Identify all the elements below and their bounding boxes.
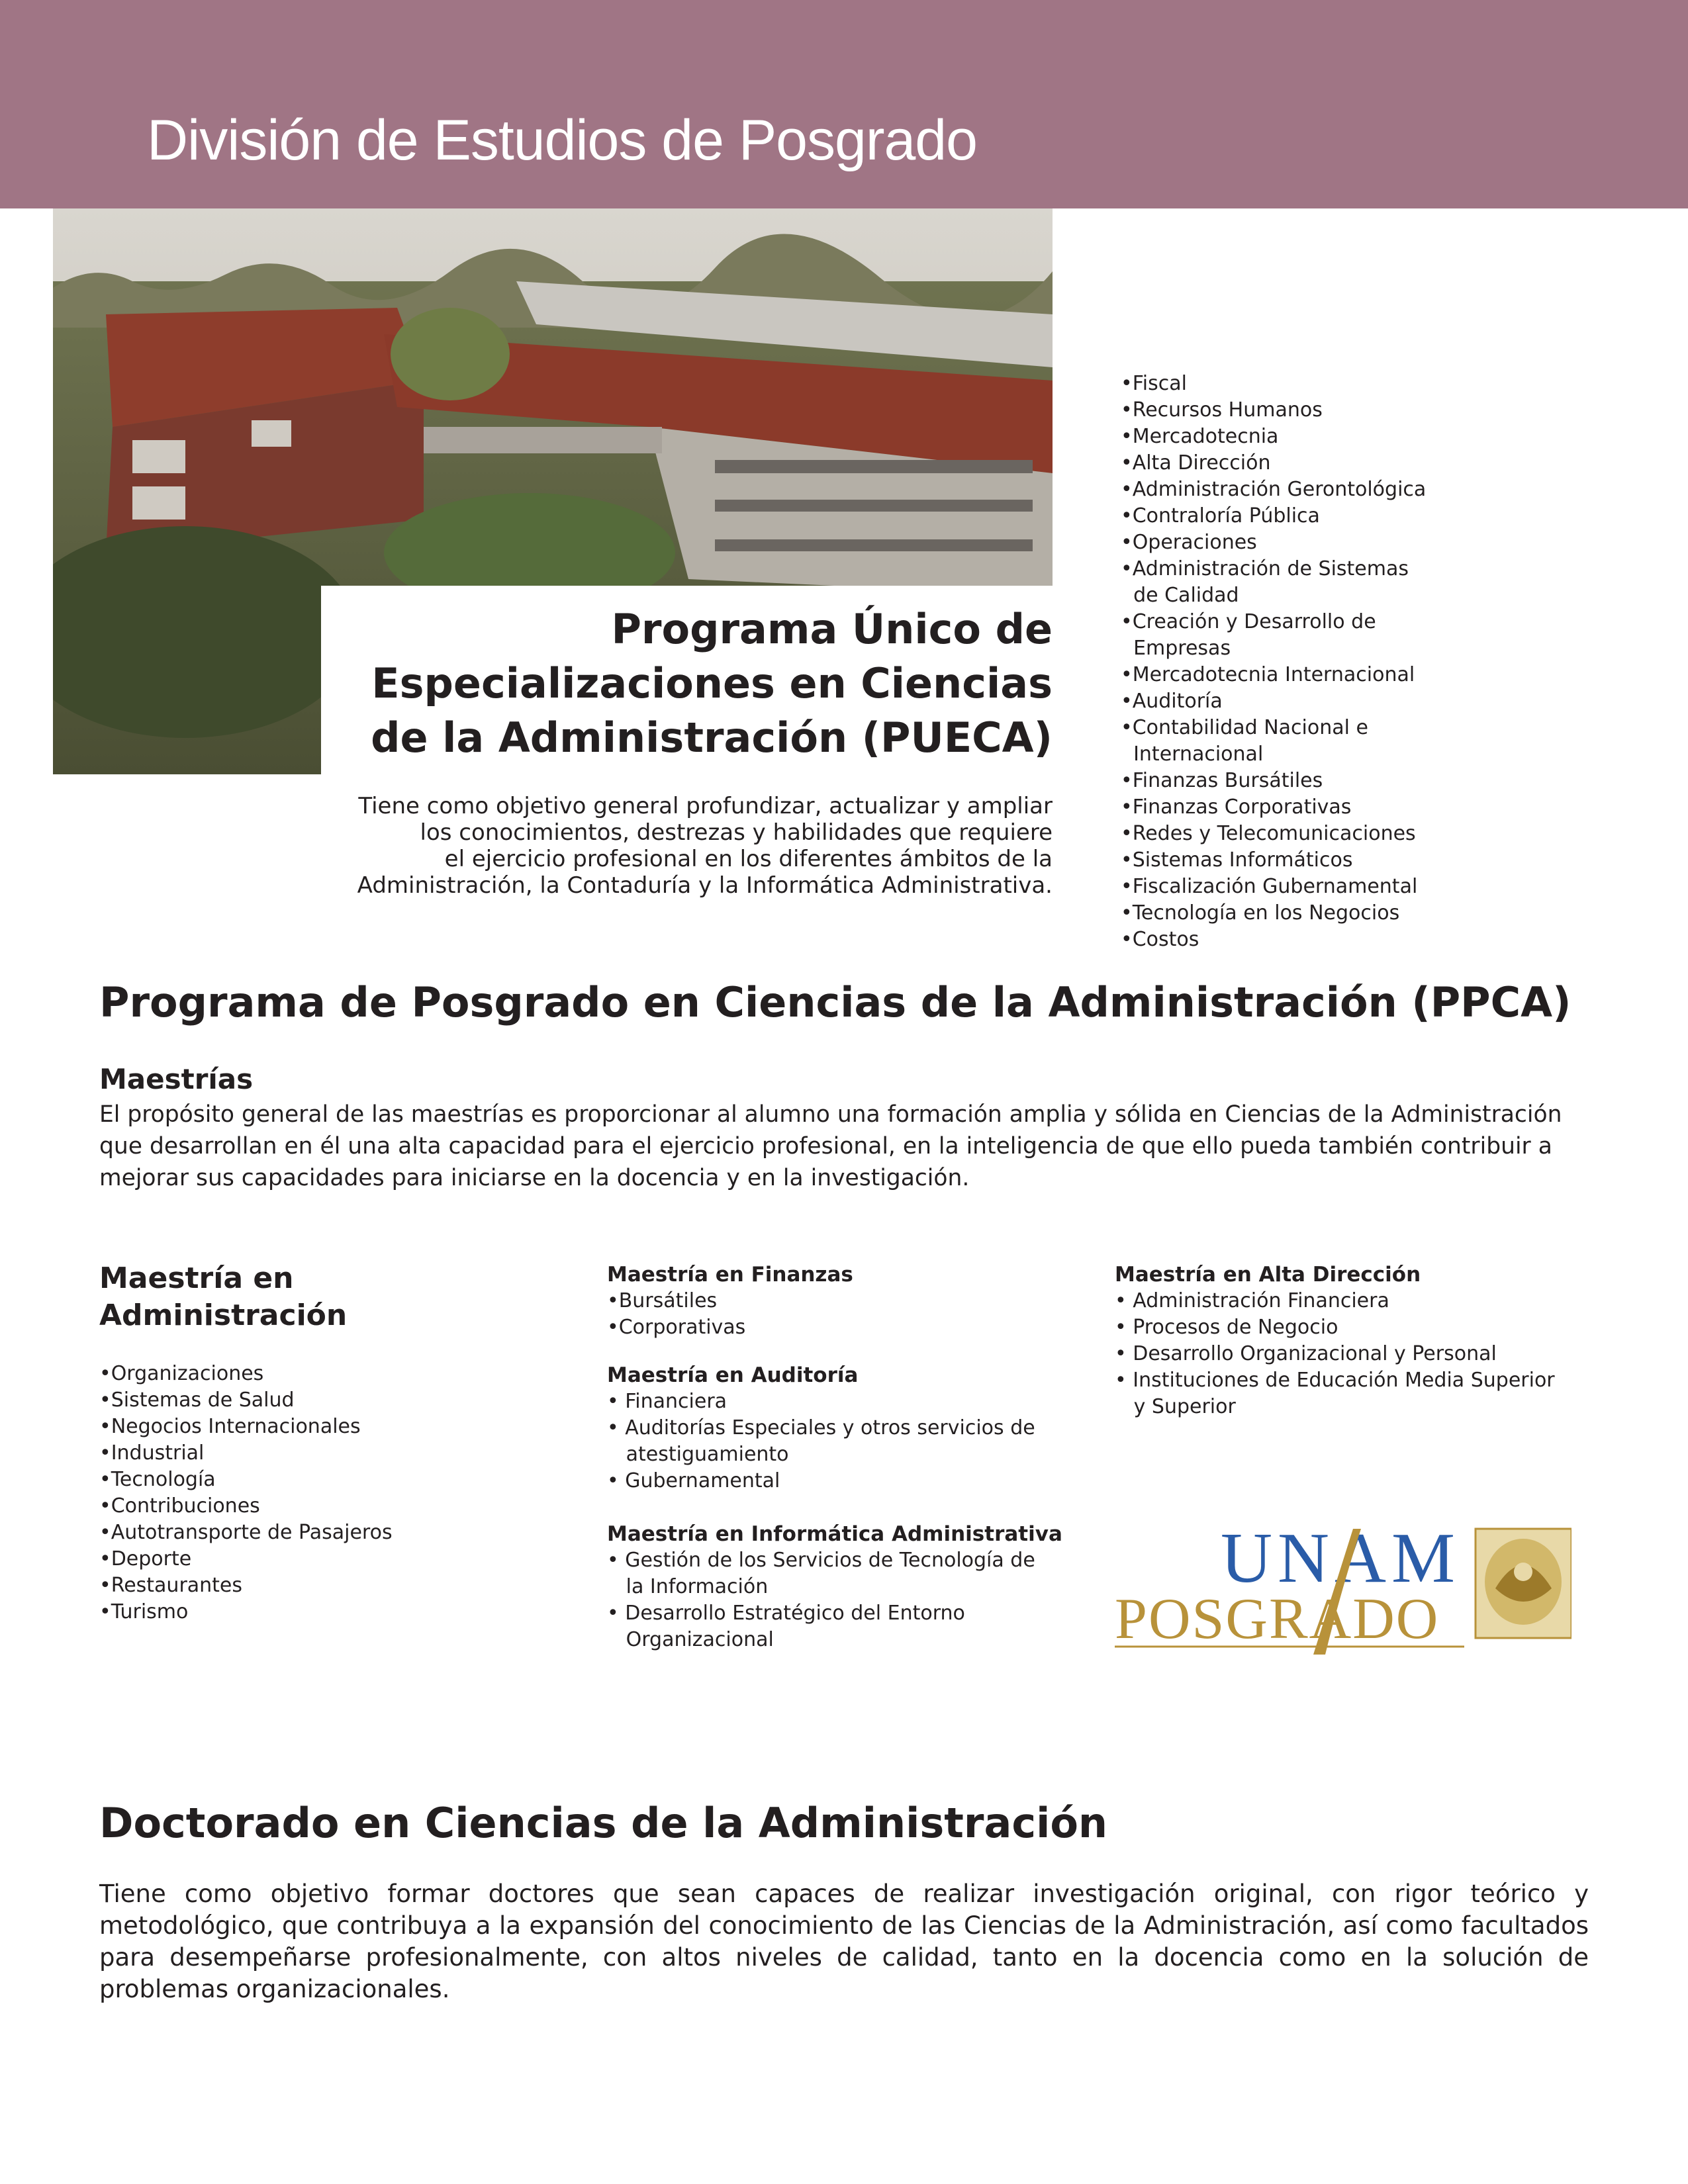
list-item: •Sistemas de Salud <box>99 1388 295 1412</box>
alta-direccion-column <box>1115 1261 1605 1420</box>
auditoria-heading: Maestría en Auditoría <box>607 1363 859 1387</box>
list-item: •Finanzas Bursátiles <box>1121 769 1323 792</box>
unam-seal-icon <box>1476 1529 1571 1638</box>
list-item: y Superior <box>1115 1395 1236 1418</box>
list-item: •Sistemas Informáticos <box>1121 848 1353 872</box>
list-item: Organizacional <box>607 1628 774 1651</box>
maestrias-heading: Maestrías <box>99 1063 254 1095</box>
pueca-description-line: Administración, la Contaduría y la Informática Administrativa. <box>357 872 1053 899</box>
page-title: División de Estudios de Posgrado <box>147 109 977 172</box>
list-item: •Auditoría <box>1121 690 1223 713</box>
list-item: •Creación y Desarrollo de <box>1121 610 1376 633</box>
specializations-list <box>1121 371 1465 953</box>
list-item: •Finanzas Corporativas <box>1121 796 1352 819</box>
list-item: la Información <box>607 1575 769 1598</box>
list-item: de Calidad <box>1121 584 1239 607</box>
list-item: Empresas <box>1121 637 1231 660</box>
alta-direccion-heading: Maestría en Alta Dirección <box>1115 1263 1421 1287</box>
list-item: •Fiscalización Gubernamental <box>1121 875 1418 898</box>
middle-column <box>607 1261 1070 1653</box>
pueca-title <box>344 602 1053 765</box>
alta-direccion-list <box>1115 1288 1605 1420</box>
pueca-description <box>291 793 1053 899</box>
pueca-description-line: los conocimientos, destrezas y habilidades que requiere <box>420 819 1053 846</box>
pueca-title-line: Programa Único de <box>611 605 1053 653</box>
list-item: •Tecnología <box>99 1468 216 1491</box>
unam-posgrado-logo <box>1115 1516 1571 1658</box>
list-item: •Restaurantes <box>99 1574 243 1597</box>
header-band <box>0 0 1688 208</box>
informatica-heading: Maestría en Informática Administrativa <box>607 1522 1062 1546</box>
informatica-list <box>607 1547 1070 1653</box>
maestrias-paragraph: El propósito general de las maestrías es proporcionar al alumno una formación amplia y sólida en Ciencias de la Administración que desarrollan en él una alta capacidad para el ejercicio profesional, en la inteligencia de que ello pueda también contribuir a mejorar sus capacidades para iniciarse en la docencia y en la investigación. <box>99 1101 1562 1191</box>
list-item: •Organizaciones <box>99 1362 264 1385</box>
finanzas-list <box>607 1288 1070 1341</box>
pueca-title-line: de la Administración (PUECA) <box>371 713 1053 762</box>
list-item: •Mercadotecnia <box>1121 425 1279 448</box>
doctorado-title: Doctorado en Ciencias de la Administración <box>99 1799 1108 1847</box>
list-item: •Negocios Internacionales <box>99 1415 361 1438</box>
list-item: • Instituciones de Educación Media Superior <box>1115 1369 1555 1392</box>
list-item: •Recursos Humanos <box>1121 398 1323 422</box>
ppca-title: Programa de Posgrado en Ciencias de la Administración (PPCA) <box>99 978 1571 1026</box>
list-item: •Fiscal <box>1121 372 1187 395</box>
list-item: Internacional <box>1121 743 1264 766</box>
list-item: •Deporte <box>99 1547 192 1570</box>
list-item: •Administración Gerontológica <box>1121 478 1427 501</box>
finanzas-heading: Maestría en Finanzas <box>607 1263 853 1287</box>
list-item: •Turismo <box>99 1600 189 1623</box>
admin-heading: Maestría en Administración <box>99 1261 348 1332</box>
list-item: •Operaciones <box>1121 531 1257 554</box>
list-item: • Administración Financiera <box>1115 1289 1389 1312</box>
auditoria-list <box>607 1388 1070 1494</box>
list-item: •Tecnología en los Negocios <box>1121 901 1400 925</box>
list-item: •Autotransporte de Pasajeros <box>99 1521 393 1544</box>
list-item: • Procesos de Negocio <box>1115 1316 1338 1339</box>
pueca-description-line: Tiene como objetivo general profundizar, actualizar y ampliar <box>358 793 1053 819</box>
list-item: • Auditorías Especiales y otros servicios de <box>607 1416 1035 1439</box>
list-item: •Mercadotecnia Internacional <box>1121 663 1415 686</box>
list-item: •Industrial <box>99 1441 205 1465</box>
list-item: atestiguamiento <box>607 1443 789 1466</box>
list-item: •Alta Dirección <box>1121 451 1271 475</box>
list-item: •Contabilidad Nacional e <box>1121 716 1368 739</box>
list-item: • Gubernamental <box>607 1469 780 1492</box>
pueca-title-line: Especializaciones en Ciencias <box>371 659 1053 707</box>
pueca-description-line: el ejercicio profesional en los diferentes ámbitos de la <box>444 846 1053 872</box>
admin-column <box>99 1260 510 1625</box>
doctorado-description: Tiene como objetivo formar doctores que sean capaces de realizar investigación original, con rigor teórico y metodológico, que contribuya a la expansión del conocimiento de las Ciencias de la Administración, así como facultados para desempeñarse profesionalmente, con altos niveles de calidad, tanto en la docencia como en la solución de problemas organizacionales. <box>99 1880 1589 2003</box>
list-item: •Costos <box>1121 928 1199 951</box>
list-item: •Contraloría Pública <box>1121 504 1320 527</box>
admin-list <box>99 1361 510 1625</box>
logo-posgrado-text: POSGRADO <box>1115 1587 1440 1651</box>
list-item: •Contribuciones <box>99 1494 260 1518</box>
list-item: • Desarrollo Estratégico del Entorno <box>607 1602 965 1625</box>
list-item: •Corporativas <box>607 1316 746 1339</box>
list-item: •Administración de Sistemas <box>1121 557 1409 580</box>
list-item: •Bursátiles <box>607 1289 718 1312</box>
list-item: • Gestión de los Servicios de Tecnología de <box>607 1549 1035 1572</box>
list-item: • Financiera <box>607 1390 727 1413</box>
logo-unam-text: UNAM <box>1221 1519 1461 1598</box>
list-item: •Redes y Telecomunicaciones <box>1121 822 1416 845</box>
list-item: • Desarrollo Organizacional y Personal <box>1115 1342 1497 1365</box>
